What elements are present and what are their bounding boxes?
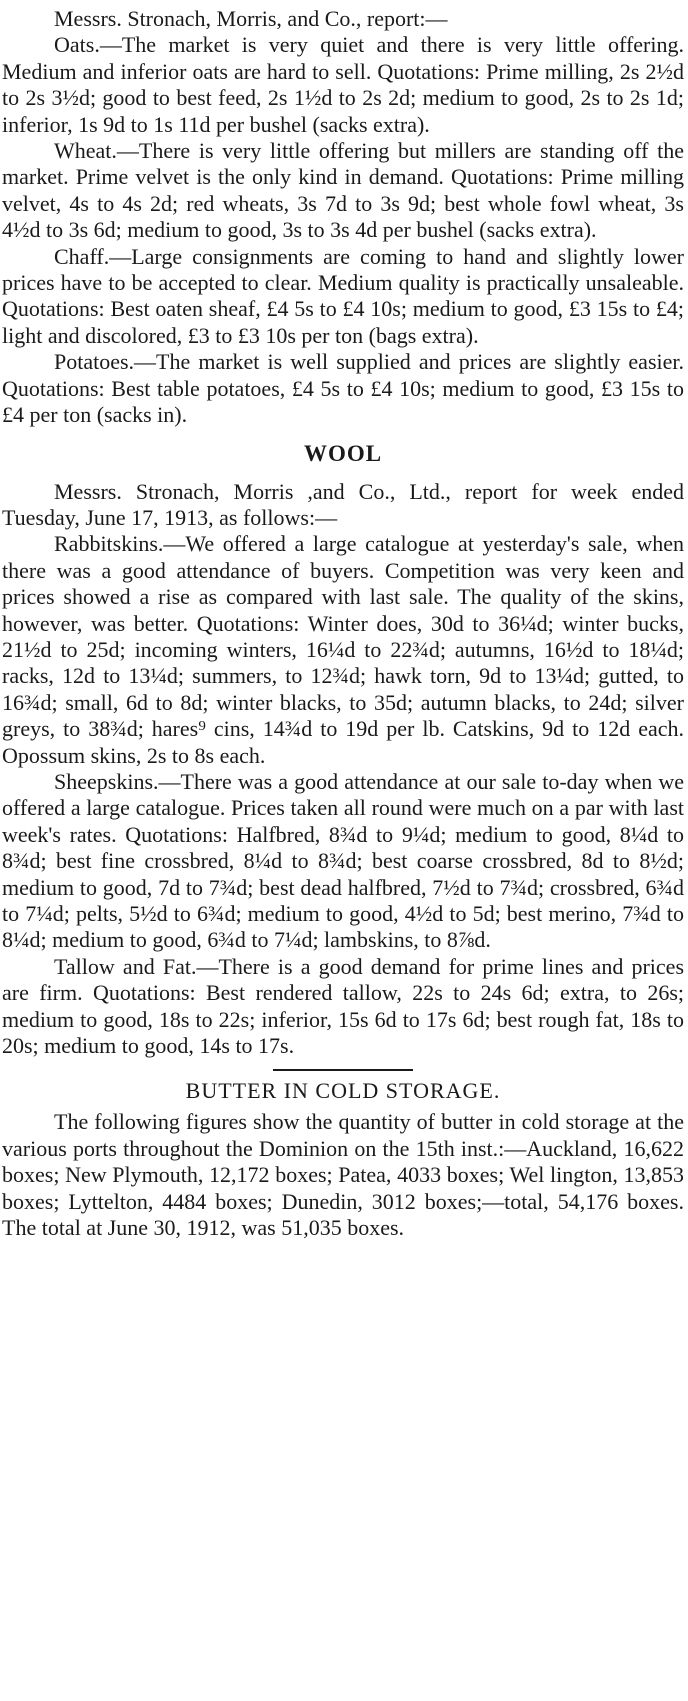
rabbitskins-paragraph: Rabbitskins.—We offered a large catalogue at yesterday's sale, when there was a good attendance of buyers. Competition was very keen and prices showed a rise as compared with last sale. The quality of the skins, however, was better. Quotations: Winter does, 30d to 36¼d; winter bucks, 21½d to 25d; incoming winters, 16¼d to 22¾d; autumns, 16½d to 18¼d; racks, 12d to 13¼d; summers, to 12¾d; hawk torn, 9d to 13¼d; gutted, to 16¾d; small, 6d to 8d; winter blacks, to 35d; autumn blacks, to 24d; silver greys, to 38¾d; hares⁹ cins, 14¾d to 19d per lb. Catskins, 9d to 12d each. Opossum skins, 2s to 8s each. [2, 531, 684, 768]
tallow-paragraph: Tallow and Fat.—There is a good demand for prime lines and prices are firm. Quotations: Best rendered tallow, 22s to 24s 6d; extra, to 26s; medium to good, 18s to 22s; inferior, 15s 6d to 17s 6d; best rough fat, 18s to 20s; medium to good, 14s to 17s. [2, 953, 684, 1059]
potatoes-paragraph: Potatoes.—The market is well supplied and prices are slightly easier. Quotations: Best table potatoes, £4 5s to £4 10s; medium to good, £3 15s to £4 per ton (sacks in). [2, 349, 684, 428]
butter-paragraph: The following figures show the quantity of butter in cold storage at the various ports throughout the Dominion on the 15th inst.:—Auckland, 16,622 boxes; New Plymouth, 12,172 boxes; Patea, 4033 boxes; Wel lington, 13,853 boxes; Lyttelton, 4484 boxes; Dunedin, 3012 boxes;—total, 54,176 boxes. The total at June 30, 1912, was 51,035 boxes. [2, 1109, 684, 1241]
wool-heading: WOOL [303, 440, 383, 466]
chaff-paragraph: Chaff.—Large consignments are coming to hand and slightly lower prices have to be accepted to clear. Medium quality is practically unsaleable. Quotations: Best oaten sheaf, £4 5s to £4 10s; medium to good, £3 15s to £4; light and discolored, £3 to £3 10s per ton (bags extra). [2, 243, 684, 348]
butter-heading: BUTTER IN COLD STORAGE. [185, 1078, 501, 1104]
grain-report-intro: Messrs. Stronach, Morris, and Co., report:— [54, 6, 448, 31]
section-divider [273, 1069, 413, 1071]
wool-report-intro: Messrs. Stronach, Morris ,and Co., Ltd., report for week ended Tuesday, June 17, 1913, as follows:— [2, 478, 684, 530]
oats-paragraph: Oats.—The market is very quiet and there is very little offering. Medium and inferior oats are hard to sell. Quotations: Prime milling, 2s 2½d to 2s 3½d; good to best feed, 2s 1½d to 2s 2d; medium to good, 2s to 2s 1d; inferior, 1s 9d to 1s 11d per bushel (sacks extra). [2, 32, 684, 137]
sheepskins-paragraph: Sheepskins.—There was a good attendance at our sale to-day when we offered a large catalogue. Prices taken all round were much on a par with last week's rates. Quotations: Halfbred, 8¾d to 9¼d; medium to good, 8¼d to 8¾d; best fine crossbred, 8¼d to 8¾d; best coarse crossbred, 8d to 8½d; medium to good, 7d to 7¾d; best dead halfbred, 7½d to 7¾d; crossbred, 6¾d to 7¼d; pelts, 5½d to 6¾d; medium to good, 4½d to 5d; best merino, 7¾d to 8¼d; medium to good, 6¾d to 7¼d; lambskins, to 8⅞d. [2, 768, 684, 953]
wheat-paragraph: Wheat.—There is very little offering but millers are standing off the market. Prime velvet is the only kind in demand. Quotations: Prime milling velvet, 4s to 4s 2d; red wheats, 3s 7d to 3s 9d; best whole fowl wheat, 3s 4½d to 3s 6d; medium to good, 3s to 3s 4d per bushel (sacks extra). [2, 138, 684, 243]
